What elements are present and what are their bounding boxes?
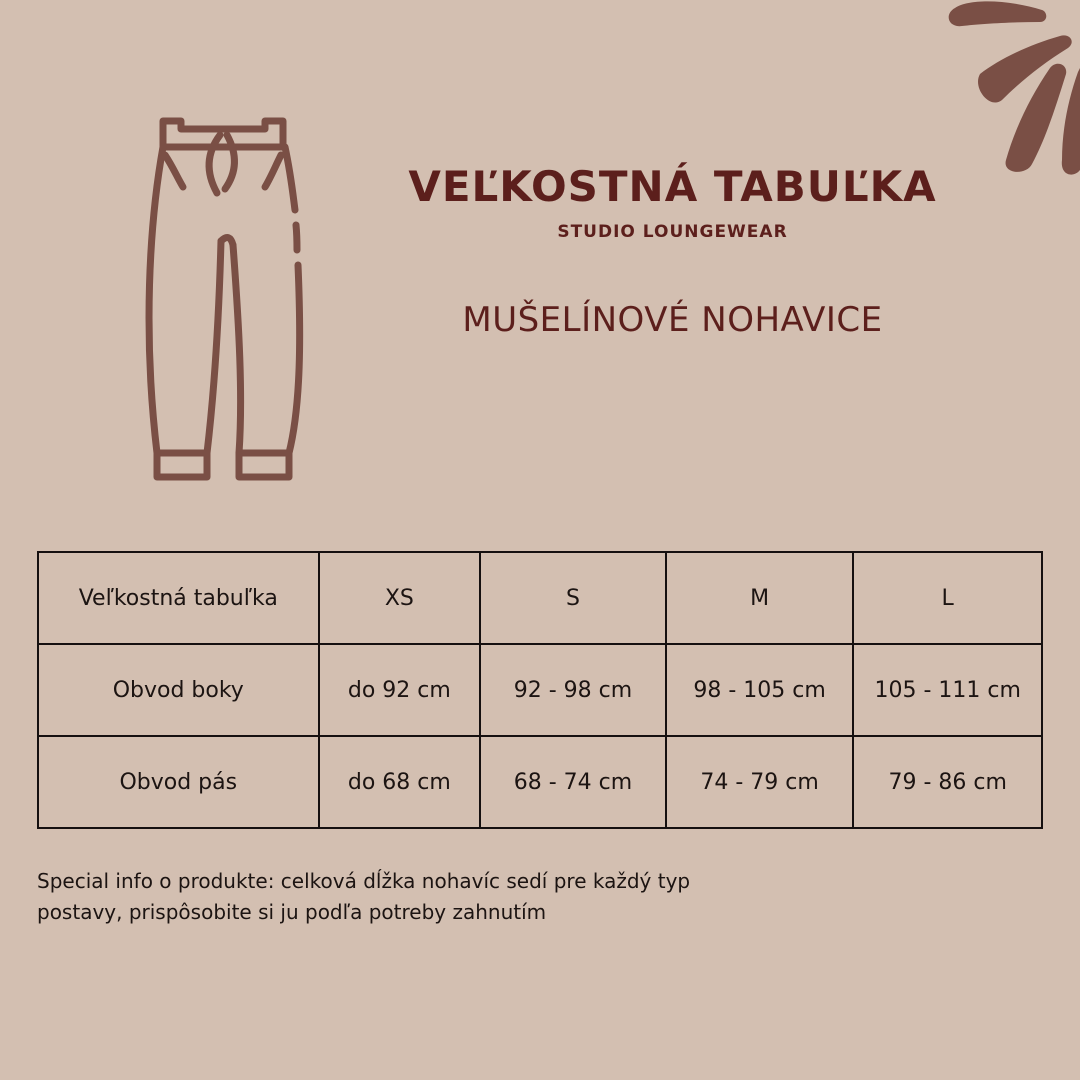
table-row <box>38 644 1042 736</box>
table-row <box>38 736 1042 828</box>
table-row-label: Obvod pás <box>38 736 319 828</box>
table-row-label: Obvod boky <box>38 644 319 736</box>
page-title: VEĽKOSTNÁ TABUĽKA <box>408 162 937 211</box>
table-cell: 98 - 105 cm <box>666 644 854 736</box>
table-cell: 105 - 111 cm <box>853 644 1042 736</box>
brand-subtitle: STUDIO LOUNGEWEAR <box>557 222 788 242</box>
table-cell: 68 - 74 cm <box>480 736 666 828</box>
table-header-cell: XS <box>319 552 481 644</box>
table-header-row <box>38 552 1042 644</box>
table-cell: 92 - 98 cm <box>480 644 666 736</box>
table-header-cell: S <box>480 552 666 644</box>
table-header-cell: M <box>666 552 854 644</box>
table-cell: 74 - 79 cm <box>666 736 854 828</box>
pants-icon <box>135 115 310 485</box>
size-table <box>37 551 1043 829</box>
table-cell: do 68 cm <box>319 736 481 828</box>
table-cell: do 92 cm <box>319 644 481 736</box>
product-info-note: Special info o produkte: celková dĺžka nohavíc sedí pre každý typ postavy, prispôsobite si ju podľa potreby zahnutím <box>37 869 691 924</box>
product-name: MUŠELÍNOVÉ NOHAVICE <box>462 300 883 340</box>
table-header-cell: Veľkostná tabuľka <box>38 552 319 644</box>
sun-rays-icon <box>910 0 1080 180</box>
table-header-cell: L <box>853 552 1042 644</box>
table-cell: 79 - 86 cm <box>853 736 1042 828</box>
